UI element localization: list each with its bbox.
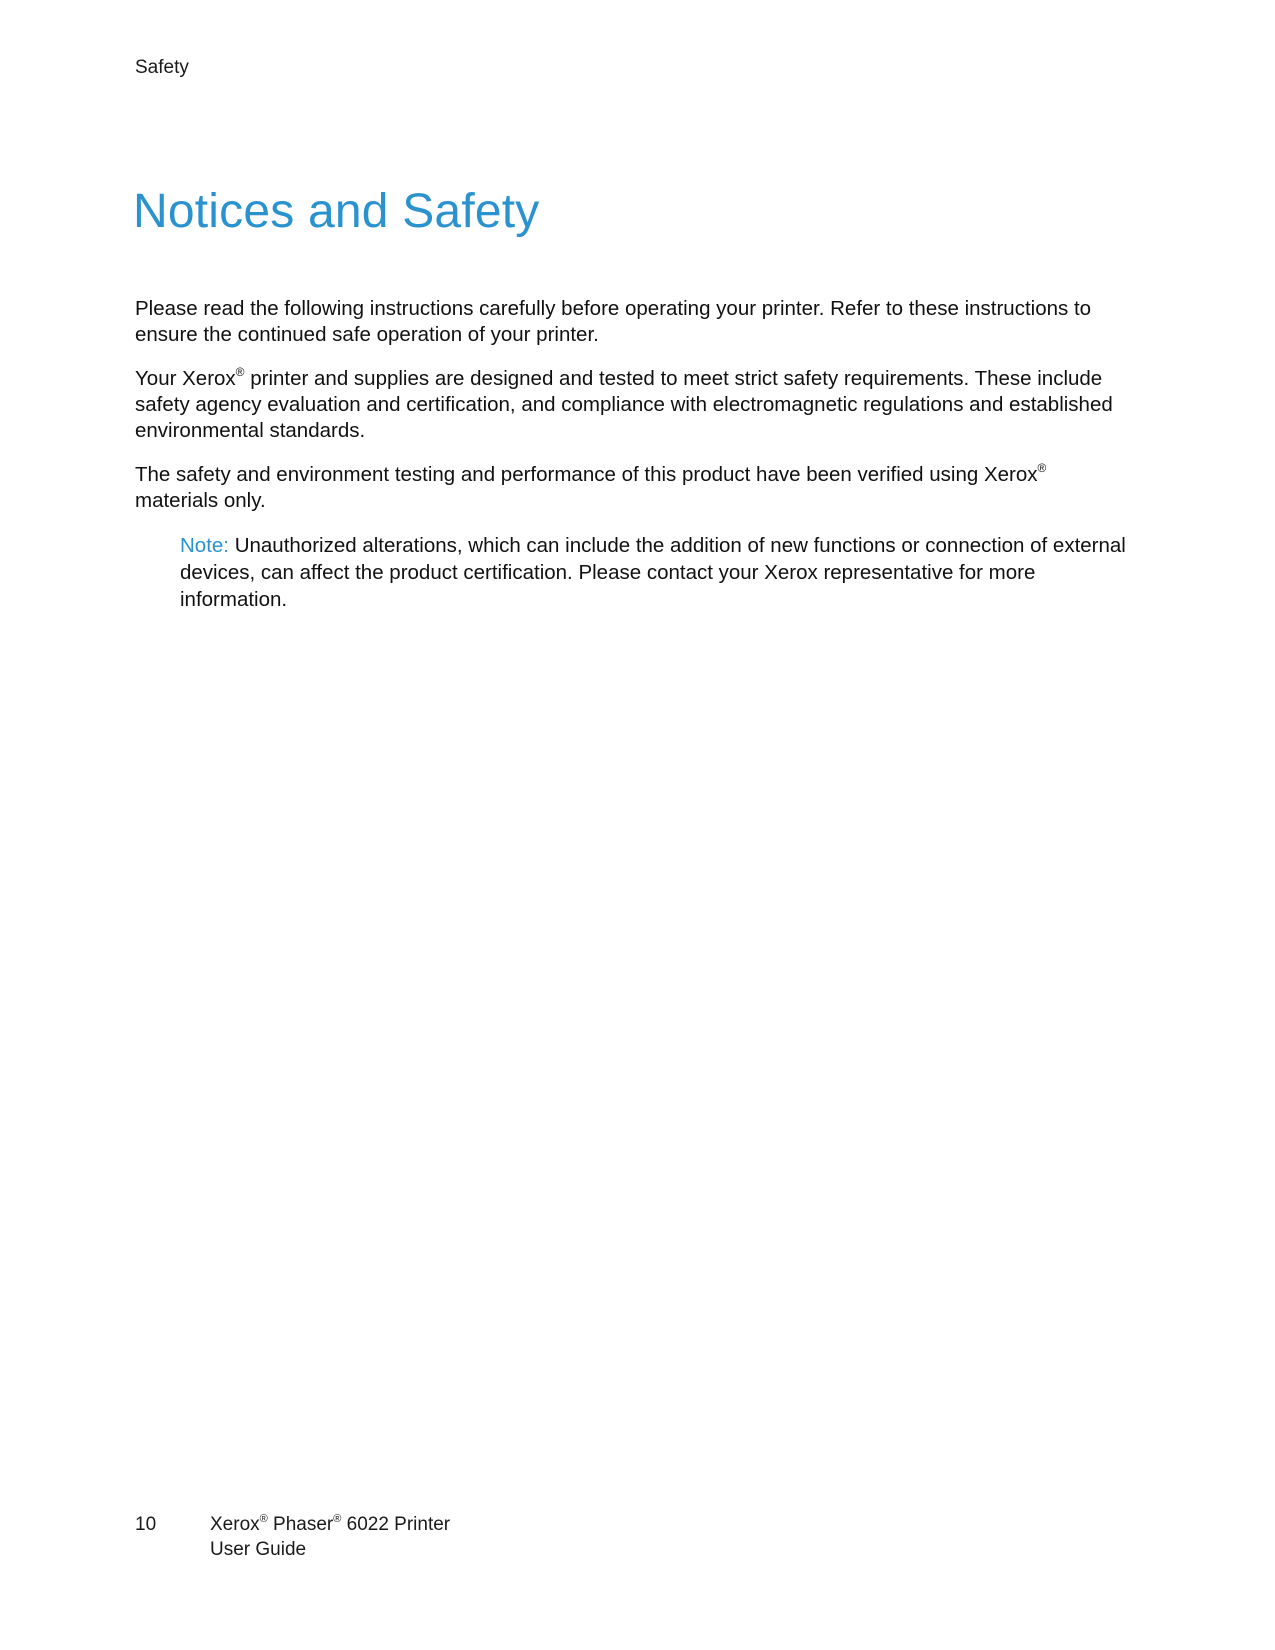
- body-content: [135, 296, 1135, 613]
- note-block: [180, 532, 1135, 613]
- testing-text-end: materials only.: [135, 489, 266, 512]
- safety-design-text-end: printer and supplies are designed and tested to meet strict safety requirements. These include safety agency evaluation and certification, and compliance with electromagnetic regulations and established environmental standards.: [135, 367, 1113, 442]
- note-label: Note:: [180, 534, 229, 557]
- document-info: [210, 1512, 450, 1562]
- footer-product: Phaser: [267, 1514, 334, 1535]
- footer-model: 6022 Printer: [341, 1514, 451, 1535]
- document-type: User Guide: [210, 1539, 307, 1560]
- testing-paragraph: [135, 462, 1135, 514]
- testing-text-start: The safety and environment testing and performance of this product have been verified using Xerox: [135, 463, 1038, 486]
- registered-mark: ®: [259, 1513, 268, 1525]
- intro-paragraph: [135, 296, 1135, 348]
- registered-mark: ®: [1037, 461, 1047, 475]
- safety-design-paragraph: [135, 366, 1135, 444]
- running-header: Safety: [135, 57, 189, 78]
- product-name: [210, 1512, 450, 1537]
- page-title: Notices and Safety: [133, 185, 540, 238]
- intro-text: Please read the following instructions carefully before operating your printer. Refer to these instructions to ensure the continued safe operation of your printer.: [135, 297, 1092, 346]
- page-number: 10: [135, 1514, 157, 1535]
- safety-design-text-start: Your Xerox: [135, 367, 236, 390]
- footer-brand: Xerox: [210, 1514, 260, 1535]
- registered-mark: ®: [235, 365, 245, 379]
- note-text: Unauthorized alterations, which can include the addition of new functions or connection of external devices, can affect the product certification. Please contact your Xerox representative for more information.: [180, 534, 1126, 611]
- registered-mark: ®: [333, 1513, 342, 1525]
